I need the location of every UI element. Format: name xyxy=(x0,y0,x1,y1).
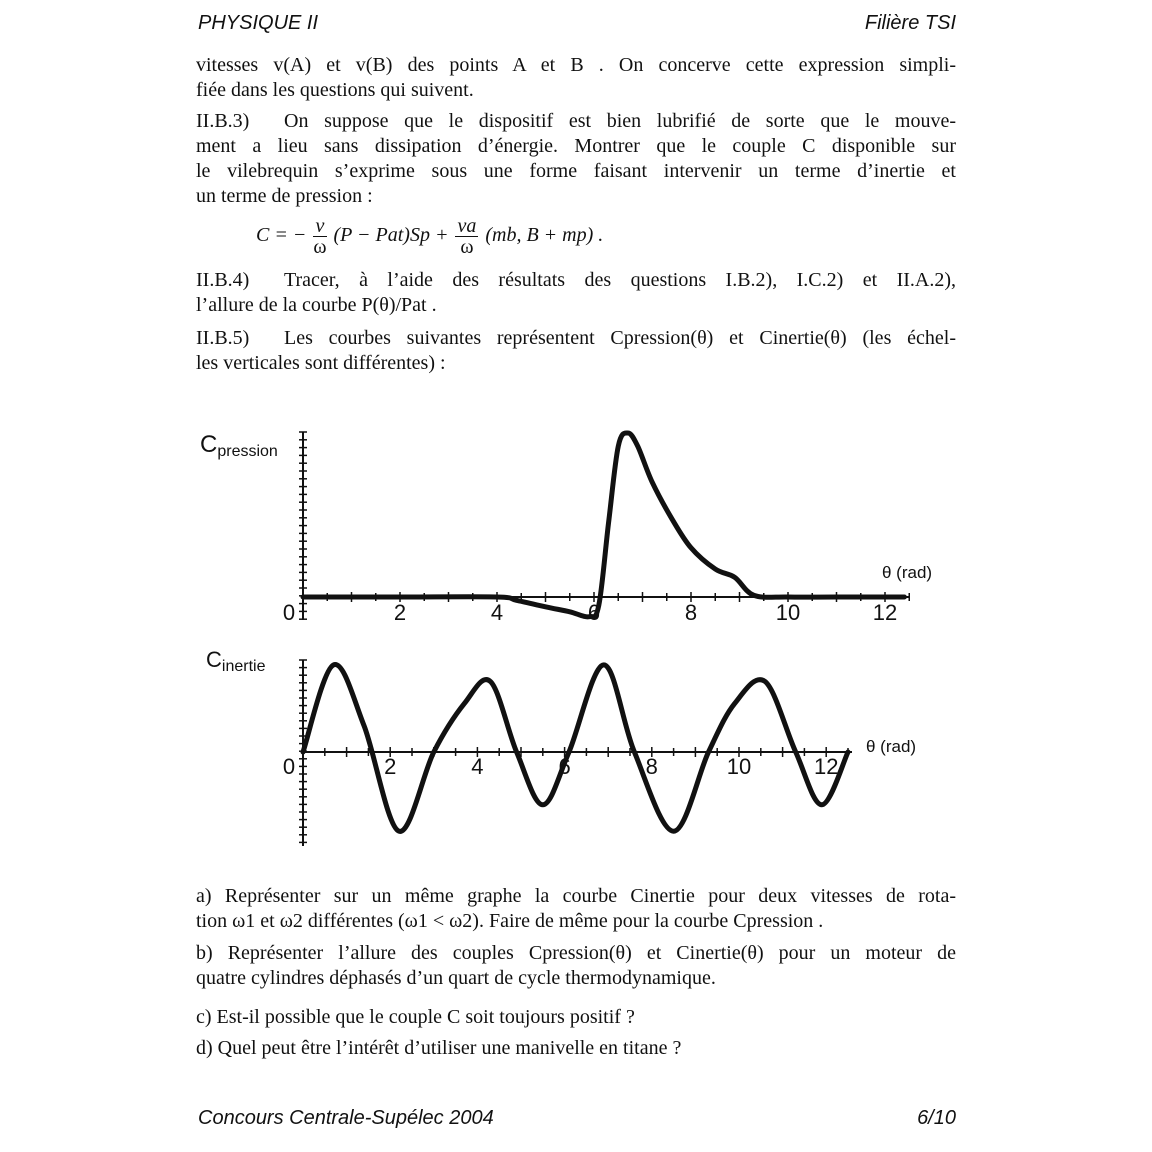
sub-question-line: d) Quel peut être l’intérêt d’utiliser une manivelle en titane ? xyxy=(196,1037,682,1059)
header-subject: PHYSIQUE II xyxy=(198,12,319,34)
formula-fraction xyxy=(313,216,326,257)
y-axis-label xyxy=(206,647,266,675)
question-label: II.B.3) xyxy=(196,110,250,132)
question-line: l’allure de la courbe P(θ)/Pat . xyxy=(196,294,437,316)
question-line: un terme de pression : xyxy=(196,185,373,207)
x-tick-label: 4 xyxy=(471,754,484,779)
torque-formula xyxy=(256,216,603,257)
chart-pression xyxy=(200,431,932,625)
sub-question-line: a) Représenter sur un même graphe la courbe Cinertie pour deux vitesses de rota- xyxy=(196,885,956,907)
formula-denominator: ω xyxy=(460,236,474,258)
x-tick-label: 8 xyxy=(645,754,658,779)
question-line: les verticales sont différentes) : xyxy=(196,352,446,374)
question-label: II.B.5) xyxy=(196,327,250,349)
x-tick-label: 6 xyxy=(558,754,571,779)
formula-numerator: va xyxy=(457,215,477,237)
sub-question-c xyxy=(196,1005,956,1030)
header-track: Filière TSI xyxy=(864,12,956,34)
sub-question-line: tion ω1 et ω2 différentes (ω1 < ω2). Faire de même pour la courbe Cpression . xyxy=(196,910,824,932)
intro-line: fiée dans les questions qui suivent. xyxy=(196,79,474,101)
x-tick-label: 12 xyxy=(872,600,898,625)
formula-numerator: v xyxy=(313,216,326,237)
question-line: ment a lieu sans dissipation d’énergie. Montrer que le couple C disponible sur xyxy=(196,135,956,157)
intro-paragraph xyxy=(196,53,956,103)
sub-question-line: quatre cylindres déphasés d’un quart de cycle thermodynamique. xyxy=(196,967,716,989)
x-tick-label: 0 xyxy=(282,754,296,779)
y-axis-label-base: C xyxy=(200,431,218,458)
x-tick-label: 6 xyxy=(587,600,601,625)
question-ii-b4 xyxy=(196,268,956,318)
formula-fraction xyxy=(455,216,478,257)
sub-question-line: c) Est-il possible que le couple C soit toujours positif ? xyxy=(196,1006,635,1028)
formula-denominator: ω xyxy=(313,236,327,258)
y-axis-label-sub: pression xyxy=(217,443,278,460)
series-line-pression xyxy=(303,433,904,617)
footer-contest: Concours Centrale-Supélec 2004 xyxy=(198,1107,494,1129)
question-line: le vilebrequin s’exprime sous une forme faisant intervenir un terme d’inertie et xyxy=(196,160,956,182)
x-tick-label: 8 xyxy=(684,600,698,625)
question-line xyxy=(196,109,956,134)
x-tick-label: 12 xyxy=(813,754,839,779)
formula-lhs: C = − xyxy=(256,224,307,247)
chart-inertie xyxy=(206,647,916,846)
sub-question-b xyxy=(196,941,956,991)
question-text: On suppose que le dispositif est bien lubrifié de sorte que le mouve- xyxy=(284,110,956,132)
sub-question-d xyxy=(196,1036,956,1061)
formula-middle: (P − Pat)Sp + xyxy=(333,224,449,247)
y-axis-label xyxy=(200,431,278,460)
x-axis-label: θ (rad) xyxy=(866,737,917,756)
sub-question-a xyxy=(196,884,956,934)
question-line xyxy=(196,326,956,351)
question-ii-b5 xyxy=(196,326,956,376)
question-text: Tracer, à l’aide des résultats des questions I.B.2), I.C.2) et II.A.2), xyxy=(284,269,956,291)
question-line xyxy=(196,268,956,293)
x-tick-label: 4 xyxy=(490,600,504,625)
question-ii-b3 xyxy=(196,109,956,209)
formula-end: (mb, B + mp) . xyxy=(485,224,604,247)
y-axis-label-sub: inertie xyxy=(221,658,266,675)
x-tick-label: 2 xyxy=(384,754,397,779)
series-line-inertie xyxy=(303,665,848,832)
x-tick-label: 2 xyxy=(393,600,407,625)
question-label: II.B.4) xyxy=(196,269,250,291)
sub-question-line: b) Représenter l’allure des couples Cpression(θ) et Cinertie(θ) pour un moteur de xyxy=(196,942,956,964)
footer-page-number: 6/10 xyxy=(917,1107,956,1129)
x-tick-label: 10 xyxy=(726,754,752,779)
x-tick-label: 0 xyxy=(282,600,296,625)
x-axis-label: θ (rad) xyxy=(882,563,933,582)
question-text: Les courbes suivantes représentent Cpression(θ) et Cinertie(θ) (les échel- xyxy=(284,327,956,349)
intro-line: vitesses v(A) et v(B) des points A et B . On concerve cette expression simpli- xyxy=(196,54,956,76)
x-tick-label: 10 xyxy=(775,600,801,625)
y-axis-label-base: C xyxy=(206,647,222,672)
